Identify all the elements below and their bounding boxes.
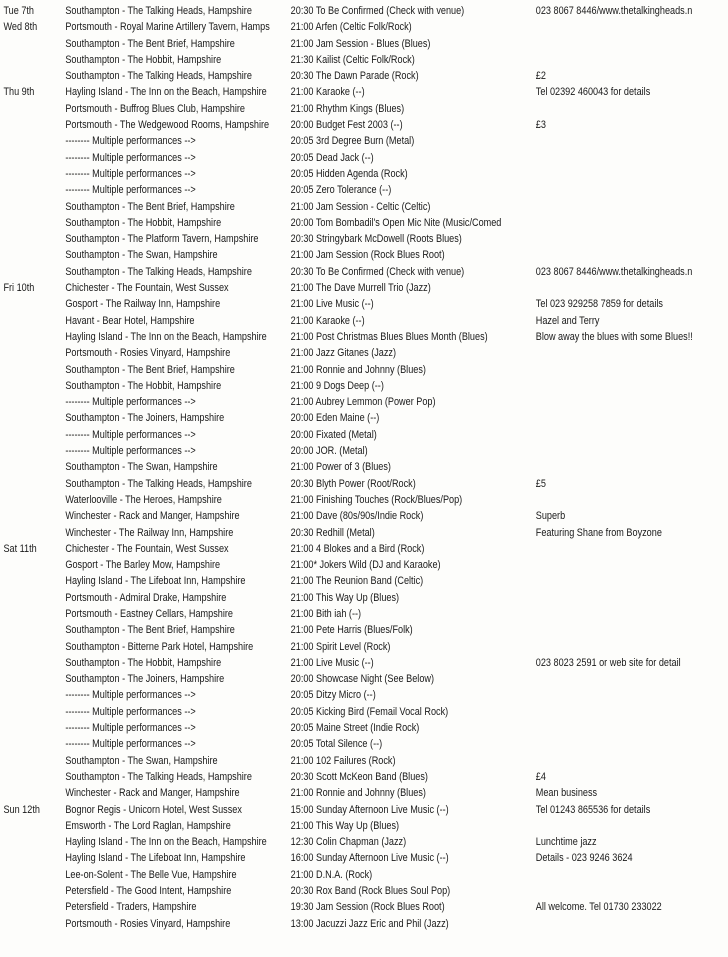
venue-cell: Portsmouth - Royal Marine Artillery Tavern, Hamps [65, 21, 270, 34]
venue-cell: Southampton - The Bent Brief, Hampshire [65, 37, 235, 50]
event-cell: 21:00 This Way Up (Blues) [290, 591, 400, 604]
listing-row [0, 867, 728, 883]
listing-row [0, 704, 728, 720]
event-cell: 21:00 4 Blokes and a Bird (Rock) [290, 542, 425, 555]
listing-row [0, 671, 728, 687]
venue-cell: Southampton - The Bent Brief, Hampshire [65, 624, 235, 637]
event-cell: 20:30 The Dawn Parade (Rock) [290, 70, 419, 83]
venue-cell: -------- Multiple performances --> [65, 167, 196, 180]
event-cell: 21:00 This Way Up (Blues) [290, 819, 400, 832]
note-cell: 023 8067 8446/www.thetalkingheads.n [535, 265, 693, 278]
note-cell: £3 [535, 119, 546, 132]
listing-row [0, 899, 728, 915]
listing-row [0, 492, 728, 508]
listing-row [0, 231, 728, 247]
note-cell: All welcome. Tel 01730 233022 [535, 901, 662, 914]
event-cell: 21:00 Jazz Gitanes (Jazz) [290, 347, 397, 360]
event-cell: 21:00 Bith iah (--) [290, 607, 362, 620]
venue-cell: -------- Multiple performances --> [65, 151, 196, 164]
day-label: Tue 7th [3, 5, 34, 17]
venue-cell: Hayling Island - The Inn on the Beach, Hampshire [65, 330, 267, 343]
event-cell: 21:00 Jam Session - Celtic (Celtic) [290, 200, 431, 213]
event-cell: 20:00 Showcase Night (See Below) [290, 673, 435, 686]
listing-row [0, 68, 728, 84]
listing-row [0, 655, 728, 671]
venue-cell: Southampton - The Bent Brief, Hampshire [65, 363, 235, 376]
event-cell: 21:00 Karaoke (--) [290, 314, 365, 327]
venue-cell: Southampton - Bitterne Park Hotel, Hampshire [65, 640, 254, 653]
listing-row [0, 508, 728, 524]
listing-row [0, 84, 728, 100]
listing-row [0, 916, 728, 932]
listing-row [0, 313, 728, 329]
event-cell: 20:00 Tom Bombadil's Open Mic Nite (Music/Comed [290, 216, 502, 229]
listing-row [0, 459, 728, 475]
listing-row [0, 557, 728, 573]
venue-cell: Southampton - The Hobbit, Hampshire [65, 379, 222, 392]
note-cell: Superb [535, 510, 566, 523]
venue-cell: Southampton - The Talking Heads, Hampshire [65, 70, 252, 83]
listing-row [0, 606, 728, 622]
venue-cell: -------- Multiple performances --> [65, 689, 196, 702]
note-cell: Tel 023 929258 7859 for details [535, 298, 663, 311]
venue-cell: Southampton - The Platform Tavern, Hampshire [65, 233, 259, 246]
listing-row [0, 345, 728, 361]
venue-cell: Portsmouth - Rosies Vinyard, Hampshire [65, 917, 231, 930]
venue-cell: Hayling Island - The Inn on the Beach, Hampshire [65, 836, 267, 849]
venue-cell: -------- Multiple performances --> [65, 738, 196, 751]
note-cell: 023 8023 2591 or web site for detail [535, 656, 681, 669]
note-cell: Mean business [535, 787, 598, 800]
day-label: Wed 8th [3, 21, 38, 34]
event-cell: 21:00 Finishing Touches (Rock/Blues/Pop) [290, 493, 463, 506]
event-cell: 15:00 Sunday Afternoon Live Music (--) [290, 803, 449, 816]
note-cell: Featuring Shane from Boyzone [535, 526, 662, 539]
event-cell: 13:00 Jacuzzi Jazz Eric and Phil (Jazz) [290, 917, 449, 930]
listing-row [0, 296, 728, 312]
event-cell: 21:30 Kailist (Celtic Folk/Rock) [290, 53, 415, 66]
listing-row [0, 362, 728, 378]
venue-cell: Lee-on-Solent - The Belle Vue, Hampshire [65, 868, 237, 881]
note-cell: Details - 023 9246 3624 [535, 852, 633, 865]
venue-cell: Southampton - The Talking Heads, Hampshire [65, 477, 252, 490]
event-cell: 12:30 Colin Chapman (Jazz) [290, 836, 407, 849]
venue-cell: -------- Multiple performances --> [65, 135, 196, 148]
event-cell: 20:05 Kicking Bird (Femail Vocal Rock) [290, 705, 449, 718]
listing-row [0, 687, 728, 703]
listing-row [0, 329, 728, 345]
event-cell: 19:30 Jam Session (Rock Blues Root) [290, 901, 445, 914]
event-cell: 20:05 Hidden Agenda (Rock) [290, 167, 408, 180]
venue-cell: Waterlooville - The Heroes, Hampshire [65, 493, 222, 506]
venue-cell: Hayling Island - The Lifeboat Inn, Hampshire [65, 575, 246, 588]
listing-row [0, 247, 728, 263]
day-label: Fri 10th [3, 282, 35, 295]
listing-row [0, 802, 728, 818]
venue-cell: Petersfield - The Good Intent, Hampshire [65, 885, 232, 898]
listing-row [0, 476, 728, 492]
event-cell: 21:00 Jam Session (Rock Blues Root) [290, 249, 445, 262]
venue-cell: -------- Multiple performances --> [65, 396, 196, 409]
listing-row [0, 378, 728, 394]
venue-cell: Portsmouth - Eastney Cellars, Hampshire [65, 607, 233, 620]
event-cell: 20:00 JOR. (Metal) [290, 445, 368, 458]
venue-cell: Southampton - The Swan, Hampshire [65, 461, 218, 474]
event-cell: 21:00 9 Dogs Deep (--) [290, 379, 384, 392]
venue-cell: Hayling Island - The Lifeboat Inn, Hampshire [65, 852, 246, 865]
listing-row [0, 818, 728, 834]
venue-cell: Southampton - The Joiners, Hampshire [65, 673, 225, 686]
listing-row [0, 834, 728, 850]
day-label: Sun 12th [3, 803, 40, 816]
venue-cell: -------- Multiple performances --> [65, 705, 196, 718]
venue-cell: Hayling Island - The Inn on the Beach, Hampshire [65, 86, 267, 99]
venue-cell: Emsworth - The Lord Raglan, Hampshire [65, 819, 231, 832]
venue-cell: Southampton - The Talking Heads, Hampshire [65, 770, 252, 783]
event-cell: 21:00 The Reunion Band (Celtic) [290, 575, 424, 588]
venue-cell: Gosport - The Railway Inn, Hampshire [65, 298, 221, 311]
listing-row [0, 525, 728, 541]
event-cell: 21:00 Live Music (--) [290, 656, 374, 669]
event-cell: 21:00 Jam Session - Blues (Blues) [290, 37, 431, 50]
note-cell: Lunchtime jazz [535, 836, 597, 849]
listing-row [0, 264, 728, 280]
listing-row [0, 199, 728, 215]
listing-row [0, 785, 728, 801]
event-cell: 21:00 Spirit Level (Rock) [290, 640, 391, 653]
venue-cell: Chichester - The Fountain, West Sussex [65, 542, 229, 555]
venue-cell: Winchester - Rack and Manger, Hampshire [65, 787, 240, 800]
listing-row [0, 443, 728, 459]
venue-cell: Portsmouth - Admiral Drake, Hampshire [65, 591, 227, 604]
event-cell: 20:30 Rox Band (Rock Blues Soul Pop) [290, 885, 451, 898]
listing-row [0, 573, 728, 589]
event-cell: 21:00 Power of 3 (Blues) [290, 461, 391, 474]
listing-row [0, 3, 728, 19]
event-cell: 20:30 To Be Confirmed (Check with venue) [290, 265, 465, 278]
event-cell: 16:00 Sunday Afternoon Live Music (--) [290, 852, 449, 865]
listing-row [0, 720, 728, 736]
venue-cell: Southampton - The Swan, Hampshire [65, 754, 218, 767]
venue-cell: Southampton - The Joiners, Hampshire [65, 412, 225, 425]
note-cell: 023 8067 8446/www.thetalkingheads.n [535, 5, 693, 17]
venue-cell: Gosport - The Barley Mow, Hampshire [65, 559, 221, 572]
venue-cell: Winchester - The Railway Inn, Hampshire [65, 526, 234, 539]
event-cell: 21:00 Pete Harris (Blues/Folk) [290, 624, 413, 637]
listing-row [0, 150, 728, 166]
event-cell: 21:00 102 Failures (Rock) [290, 754, 396, 767]
event-cell: 21:00 Karaoke (--) [290, 86, 365, 99]
listing-row [0, 19, 728, 35]
day-label: Sat 11th [3, 542, 37, 555]
event-cell: 20:30 To Be Confirmed (Check with venue) [290, 5, 465, 17]
event-cell: 20:00 Budget Fest 2003 (--) [290, 119, 403, 132]
note-cell: £4 [535, 770, 546, 783]
venue-cell: Winchester - Rack and Manger, Hampshire [65, 510, 240, 523]
listing-row [0, 52, 728, 68]
event-cell: 20:30 Redhill (Metal) [290, 526, 375, 539]
event-cell: 21:00 Rhythm Kings (Blues) [290, 102, 405, 115]
event-cell: 21:00 Ronnie and Johnny (Blues) [290, 787, 426, 800]
event-cell: 20:30 Scott McKeon Band (Blues) [290, 770, 428, 783]
listing-row [0, 590, 728, 606]
listing-row [0, 133, 728, 149]
note-cell: Tel 01243 865536 for details [535, 803, 651, 816]
event-cell: 20:05 3rd Degree Burn (Metal) [290, 135, 415, 148]
event-cell: 20:05 Maine Street (Indie Rock) [290, 722, 420, 735]
venue-cell: Southampton - The Hobbit, Hampshire [65, 53, 222, 66]
venue-cell: Southampton - The Hobbit, Hampshire [65, 216, 222, 229]
event-cell: 21:00 The Dave Murrell Trio (Jazz) [290, 282, 431, 295]
listing-row [0, 753, 728, 769]
event-cell: 21:00 D.N.A. (Rock) [290, 868, 373, 881]
note-cell: Blow away the blues with some Blues!! [535, 330, 693, 343]
event-cell: 21:00* Jokers Wild (DJ and Karaoke) [290, 559, 441, 572]
event-cell: 20:30 Stringybark McDowell (Roots Blues) [290, 233, 462, 246]
event-cell: 21:00 Arfen (Celtic Folk/Rock) [290, 21, 412, 34]
event-cell: 20:00 Fixated (Metal) [290, 428, 377, 441]
venue-cell: Havant - Bear Hotel, Hampshire [65, 314, 195, 327]
event-cell: 20:05 Ditzy Micro (--) [290, 689, 376, 702]
event-cell: 21:00 Aubrey Lemmon (Power Pop) [290, 396, 436, 409]
venue-cell: Southampton - The Talking Heads, Hampshire [65, 5, 252, 17]
listing-row [0, 117, 728, 133]
note-cell: Tel 02392 460043 for details [535, 86, 651, 99]
event-cell: 21:00 Ronnie and Johnny (Blues) [290, 363, 426, 376]
day-label: Thu 9th [3, 86, 35, 99]
venue-cell: Southampton - The Talking Heads, Hampshire [65, 265, 252, 278]
listing-row [0, 541, 728, 557]
listing-row [0, 850, 728, 866]
event-cell: 20:05 Total Silence (--) [290, 738, 383, 751]
venue-cell: Portsmouth - Buffrog Blues Club, Hampshire [65, 102, 245, 115]
venue-cell: -------- Multiple performances --> [65, 184, 196, 197]
event-cell: 20:00 Eden Maine (--) [290, 412, 380, 425]
listing-row [0, 410, 728, 426]
listing-row [0, 427, 728, 443]
venue-cell: Portsmouth - Rosies Vinyard, Hampshire [65, 347, 231, 360]
venue-cell: -------- Multiple performances --> [65, 428, 196, 441]
event-cell: 20:05 Dead Jack (--) [290, 151, 374, 164]
note-cell: Hazel and Terry [535, 314, 600, 327]
event-cell: 21:00 Dave (80s/90s/Indie Rock) [290, 510, 424, 523]
listing-row [0, 736, 728, 752]
listing-row [0, 280, 728, 296]
venue-cell: Southampton - The Bent Brief, Hampshire [65, 200, 235, 213]
gig-listing [0, 3, 728, 932]
listing-row [0, 36, 728, 52]
venue-cell: -------- Multiple performances --> [65, 722, 196, 735]
note-cell: £5 [535, 477, 546, 490]
venue-cell: Bognor Regis - Unicorn Hotel, West Sussex [65, 803, 242, 816]
venue-cell: Petersfield - Traders, Hampshire [65, 901, 197, 914]
listing-row [0, 622, 728, 638]
listing-row [0, 101, 728, 117]
event-cell: 21:00 Live Music (--) [290, 298, 374, 311]
listing-row [0, 166, 728, 182]
event-cell: 20:30 Blyth Power (Root/Rock) [290, 477, 416, 490]
listing-row [0, 215, 728, 231]
note-cell: £2 [535, 70, 546, 83]
venue-cell: -------- Multiple performances --> [65, 445, 196, 458]
listing-row [0, 769, 728, 785]
listing-row [0, 394, 728, 410]
listing-row [0, 639, 728, 655]
venue-cell: Southampton - The Hobbit, Hampshire [65, 656, 222, 669]
venue-cell: Portsmouth - The Wedgewood Rooms, Hampshire [65, 119, 270, 132]
venue-cell: Chichester - The Fountain, West Sussex [65, 282, 229, 295]
event-cell: 20:05 Zero Tolerance (--) [290, 184, 392, 197]
listing-row [0, 883, 728, 899]
event-cell: 21:00 Post Christmas Blues Blues Month (Blues) [290, 330, 488, 343]
venue-cell: Southampton - The Swan, Hampshire [65, 249, 218, 262]
listing-row [0, 182, 728, 198]
